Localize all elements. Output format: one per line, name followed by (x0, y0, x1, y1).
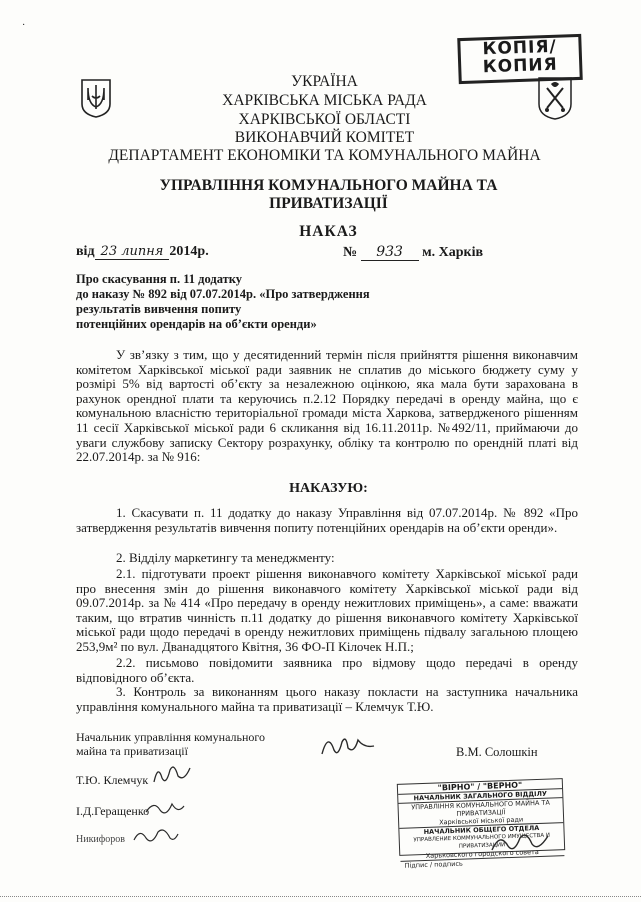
order-date-line (76, 244, 209, 260)
department-title-line1: УПРАВЛІННЯ КОМУНАЛЬНОГО МАЙНА ТА (159, 177, 498, 194)
vstamp-signature (488, 826, 552, 858)
vstamp-line7: Харьковского городского совета (400, 847, 564, 862)
vstamp-line3: УПРАВЛІННЯ КОМУНАЛЬНОГО МАЙНА ТА ПРИВАТИЗАЦІЇ (411, 798, 551, 818)
item-3: 3. Контроль за виконанням цього наказу покласти на заступника начальника управління комунального майна та приватизації – Клемчук Т.Ю. (76, 684, 578, 714)
copy-stamp-line2: КОПИЯ (482, 54, 559, 78)
department-title-line2: ПРИВАТИЗАЦІЇ (269, 195, 388, 212)
city-name: м. Харків (422, 245, 484, 260)
vstamp-line1: "ВІРНО" / "ВЕРНО" (398, 779, 562, 795)
item-2-1: 2.1. підготувати проект рішення виконавчого комітету Харківської міської ради про внесення змін до рішення виконавчого комітету Харківської міської ради від 09.07.2014р. за № 414 «Про передачу в оренду нежитлових приміщень», а саме: вважати таким, що втратив чинність п.11 додатку до рішення виконавчого комітету Харківської міської ради щодо передачі в оренду нежитлових приміщень підвалу загальною площею 253,9м² по вул. Дванадцятого Квітня, 36 ФО-П Кілочек Н.П.; (76, 566, 578, 654)
scan-mark: · (22, 20, 26, 31)
document-type: НАКАЗ (299, 223, 358, 240)
preamble-paragraph: У зв’язку з тим, що у десятиденний термін після прийняття рішення виконавчим комітетом Харківської міської ради заявник не сплатив до міського бюджету суму у розмірі 5% від вартості об’єкту за незалежною оцінкою, яка мала бути зарахована в рахунок орендної плати та керуючись п.2.12 Порядку передачі в оренду майна, що є комунальною власністю територіальної громади міста Харкова, затвердженого рішенням 11 сесії Харківської міської ради 6 скликання від 16.11.2011р. №492/11, приймаючи до уваги службову записку Сектору розрахунку, обліку та контролю по орендній платі від 22.07.2014р. за № 916: (76, 347, 578, 465)
date-prefix: від (76, 244, 95, 259)
number-prefix: № (343, 245, 358, 260)
subject-block (76, 272, 370, 332)
vstamp-line6: УПРАВЛЕНИЕ КОММУНАЛЬНОГО ИМУЩЕСТВА И ПРИВАТИЗАЦИИ (413, 832, 551, 850)
vstamp-line2: НАЧАЛЬНИК ЗАГАЛЬНОГО ВІДДІЛУ (398, 789, 562, 804)
approval-signature-3 (130, 822, 180, 848)
order-heading: НАКАЗУЮ: (289, 481, 368, 496)
approval-gerashchenko: І.Д.Геращенко (76, 804, 150, 818)
item-2: 2. Відділу маркетингу та менеджменту: (116, 550, 335, 565)
number-handwritten: 933 (361, 244, 419, 261)
header-line-exec-committee: ВИКОНАВЧИЙ КОМІТЕТ (234, 129, 415, 146)
approval-klemchuk: Т.Ю. Клемчук (76, 773, 149, 787)
vstamp-line8: Підпис / подпись (404, 859, 463, 870)
subject-line-2: до наказу № 892 від 07.07.2014р. «Про затвердження (76, 287, 370, 301)
order-number-line (343, 244, 483, 261)
header-line-ukraine: УКРАЇНА (291, 73, 358, 90)
header-line-region: ХАРКІВСЬКОЇ ОБЛАСТІ (238, 111, 411, 128)
copy-stamp-line1: КОПІЯ/ (482, 36, 558, 60)
approval-signature-2 (142, 796, 188, 822)
signatory-position-line2: майна та приватизації (76, 744, 188, 758)
approval-nykyforov: Никифоров (76, 834, 125, 845)
item-2-2: 2.2. письмово повідомити заявника про відмову щодо передачі в оренду відповідного об’єкта. (76, 655, 578, 685)
signatory-position (76, 730, 265, 758)
subject-line-1: Про скасування п. 11 додатку (76, 272, 243, 286)
subject-line-3: результатів вивчення попиту (76, 302, 242, 316)
date-handwritten: 23 липня (95, 244, 170, 260)
header-line-department: ДЕПАРТАМЕНТ ЕКОНОМІКИ ТА КОМУНАЛЬНОГО МАЙНА (108, 147, 541, 164)
subject-line-4: потенційних орендарів на об’єкти оренди» (76, 317, 317, 331)
scan-bottom-edge (0, 896, 641, 898)
signatory-position-line1: Начальник управління комунального (76, 730, 265, 744)
signatory-name: В.М. Солошкін (456, 745, 538, 759)
vstamp-line5: НАЧАЛЬНИК ОБЩЕГО ОТДЕЛА (423, 823, 540, 837)
vstamp-line4: Харківської міської ради (399, 814, 563, 829)
approval-signature-1 (150, 760, 194, 788)
director-signature (318, 728, 378, 762)
date-suffix: 2014р. (169, 244, 209, 259)
item-1: 1. Скасувати п. 11 додатку до наказу Управління від 07.07.2014р. № 892 «Про затвердження результатів вивчення попиту потенційних орендарів на об’єкти оренди». (76, 505, 578, 535)
header-line-city-council: ХАРКІВСЬКА МІСЬКА РАДА (222, 92, 427, 109)
